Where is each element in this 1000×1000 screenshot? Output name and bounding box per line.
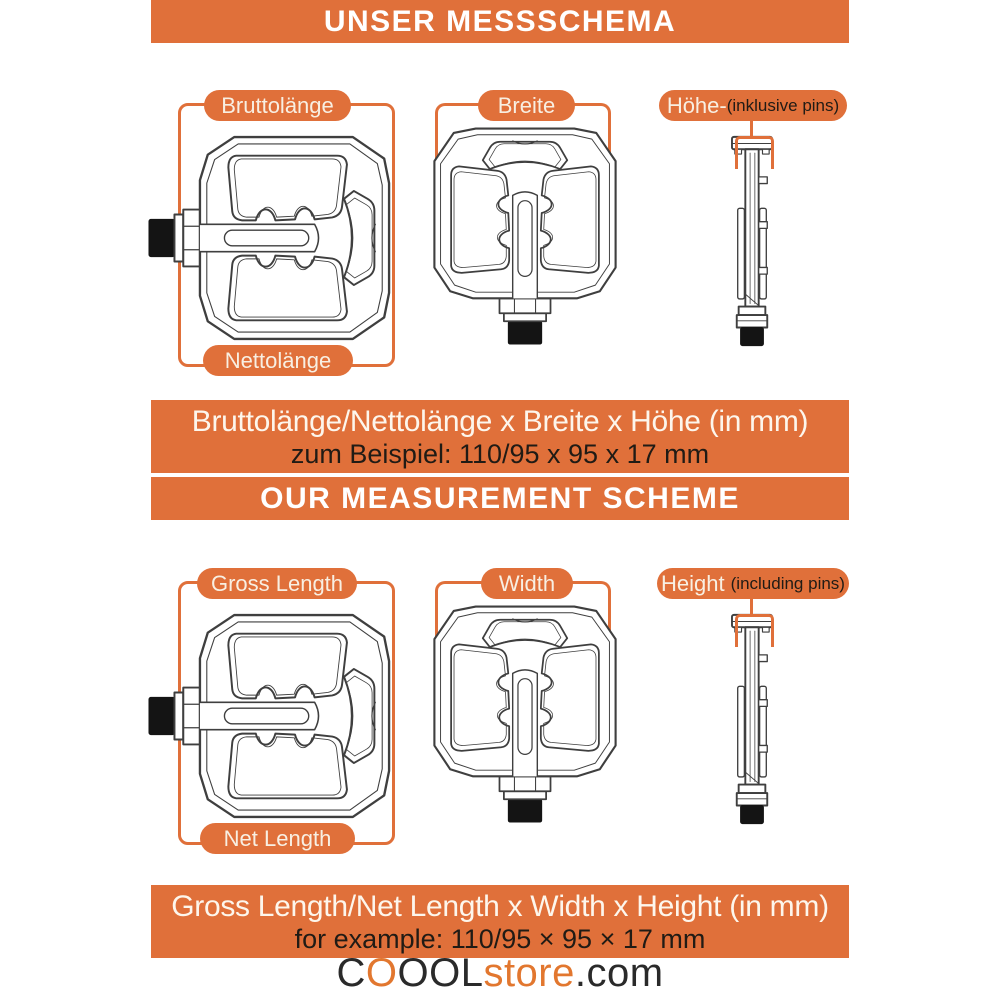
gross-length-label-de-text: Bruttolänge (221, 92, 334, 118)
formula-en-line1: Gross Length/Net Length x Width x Height (in mm) (171, 890, 829, 923)
net-length-label-de (203, 345, 353, 376)
height-bracket-en (735, 614, 774, 647)
pedal-top-view-drawing-de (148, 132, 393, 344)
formula-block-de (151, 400, 849, 473)
width-label-de-text: Breite (497, 92, 556, 118)
formula-en-line2: for example: 110/95 × 95 × 17 mm (294, 924, 706, 954)
pedal-front-view-drawing-de (430, 125, 620, 345)
formula-de-line2: zum Beispiel: 110/95 x 95 x 17 mm (290, 439, 710, 469)
gross-length-label-en (197, 568, 357, 599)
net-length-label-de-text: Nettolänge (224, 347, 332, 373)
logo-letter-l: L (460, 951, 484, 995)
height-note-de-text: (inklusive pins) (726, 95, 840, 115)
banner-german-title-text: UNSER MESSSCHEMA (323, 4, 677, 38)
gross-length-label-de (204, 90, 351, 121)
height-note-en-text: (including pins) (730, 573, 845, 593)
height-label-en (657, 568, 849, 599)
height-label-en-text: Height (661, 570, 725, 596)
logo-letter-o-orange: O (365, 951, 398, 995)
pedal-top-view-drawing-en (148, 610, 393, 822)
net-length-label-en-text: Net Length (223, 825, 332, 851)
cooolstore-logo (0, 951, 1000, 996)
pedal-front-view-drawing-en (430, 603, 620, 823)
height-label-de (659, 90, 847, 121)
height-label-de-text: Höhe- (666, 92, 727, 118)
net-length-label-en (200, 823, 355, 854)
formula-block-en (151, 885, 849, 958)
logo-letter-c: C (336, 951, 366, 995)
logo-store-text: store (483, 951, 575, 995)
gross-length-label-en-text: Gross Length (210, 570, 344, 596)
width-label-de (478, 90, 575, 121)
logo-letters-oo: OO (397, 951, 461, 995)
banner-german-title (151, 0, 849, 43)
height-bracket-de (735, 136, 774, 169)
logo-dot-com-text: .com (574, 951, 664, 995)
banner-english-title (151, 477, 849, 520)
formula-de-line1: Bruttolänge/Nettolänge x Breite x Höhe (in mm) (191, 405, 809, 438)
banner-english-title-text: OUR MEASUREMENT SCHEME (260, 481, 740, 515)
width-label-en-text: Width (498, 570, 556, 596)
width-label-en (481, 568, 573, 599)
